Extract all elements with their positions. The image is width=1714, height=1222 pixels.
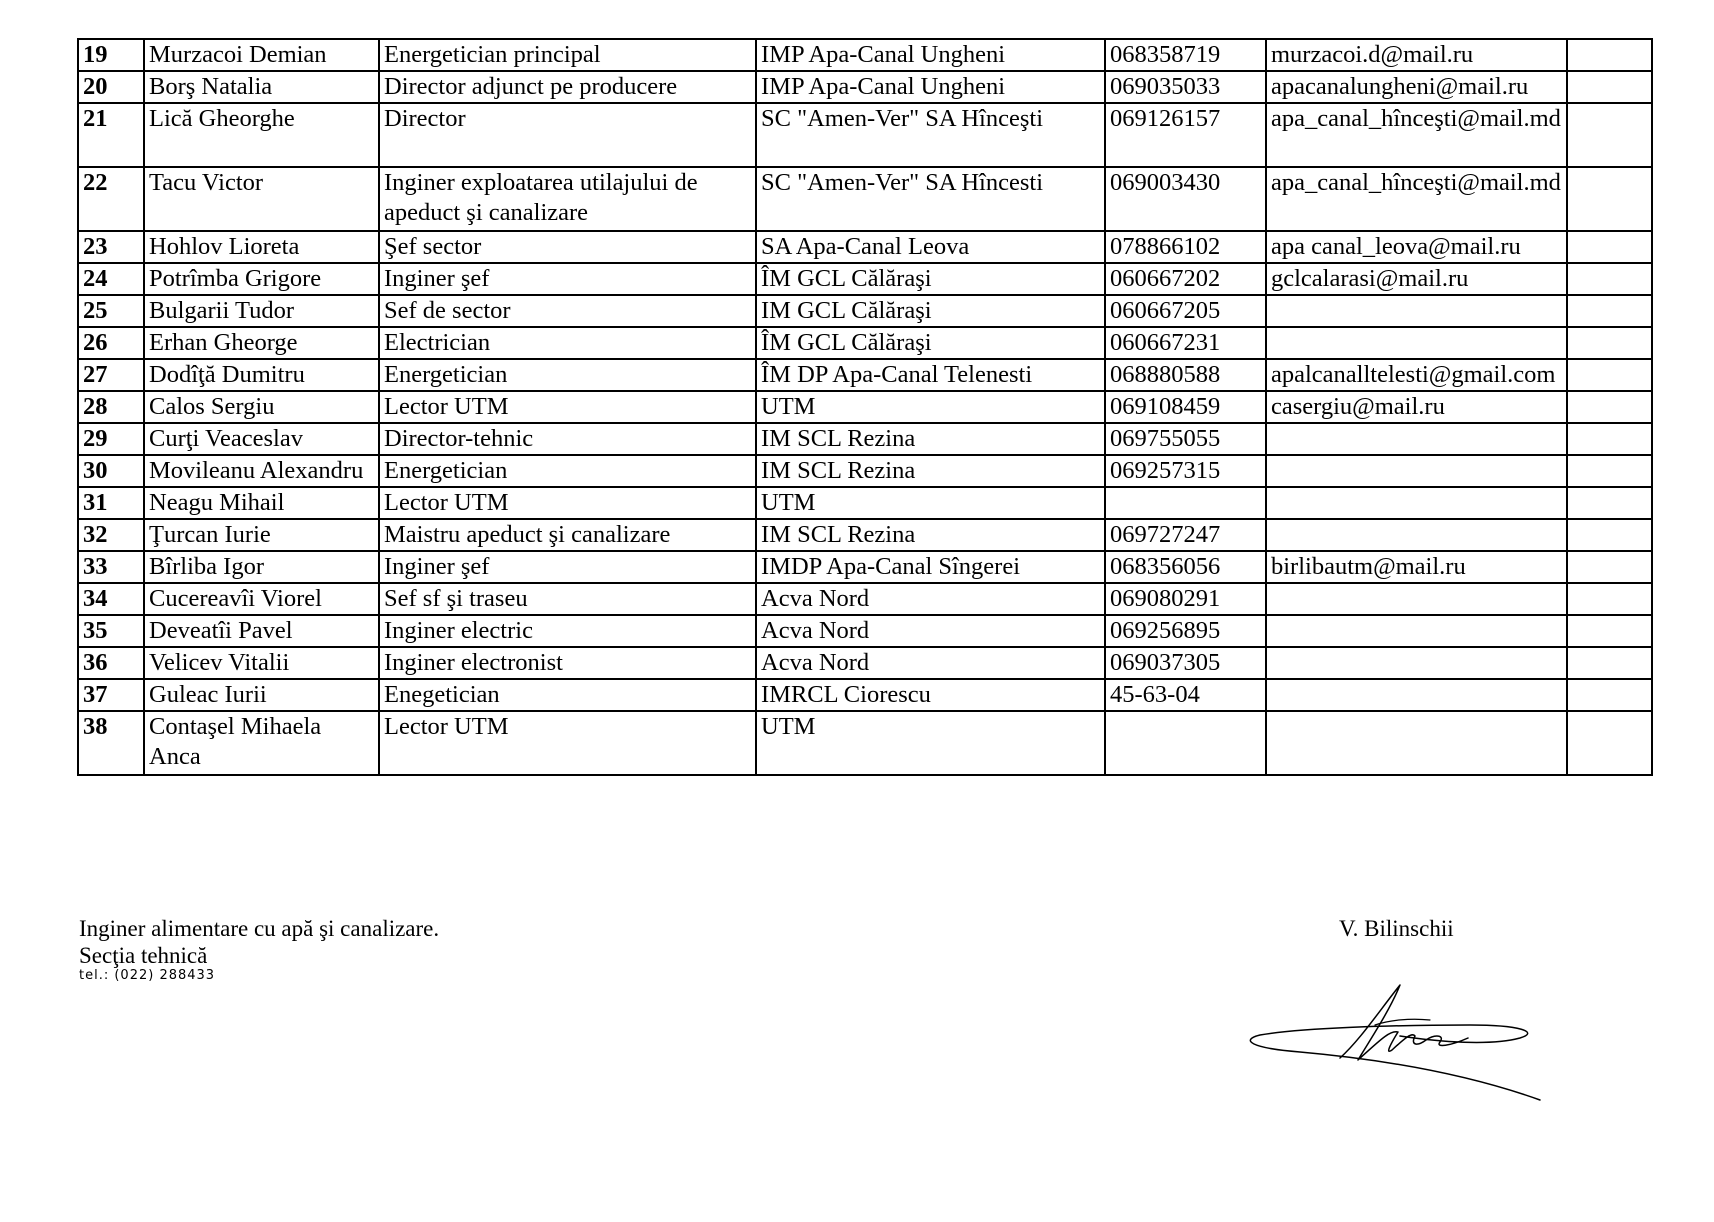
- organization: Acva Nord: [756, 615, 1105, 647]
- table-row: [78, 455, 1652, 487]
- row-number: 36: [78, 647, 144, 679]
- extra-cell: [1567, 231, 1652, 263]
- table-row: [78, 679, 1652, 711]
- email-address: casergiu@mail.ru: [1266, 391, 1567, 423]
- job-position: Sef sf şi traseu: [379, 583, 756, 615]
- row-number: 35: [78, 615, 144, 647]
- table-row: [78, 519, 1652, 551]
- row-number: 22: [78, 167, 144, 231]
- phone-number: 069755055: [1105, 423, 1266, 455]
- table-row: [78, 39, 1652, 71]
- organization: UTM: [756, 391, 1105, 423]
- email-address: [1266, 327, 1567, 359]
- phone-number: 069003430: [1105, 167, 1266, 231]
- full-name: Tacu Victor: [144, 167, 379, 231]
- full-name: Neagu Mihail: [144, 487, 379, 519]
- email-address: [1266, 423, 1567, 455]
- row-number: 23: [78, 231, 144, 263]
- job-position: Inginer exploatarea utilajului de apeduct şi canalizare: [379, 167, 756, 231]
- phone-number: 45-63-04: [1105, 679, 1266, 711]
- footer-author-block: [79, 915, 439, 983]
- organization: SC "Amen-Ver" SA Hînceşti: [756, 103, 1105, 167]
- full-name: Murzacoi Demian: [144, 39, 379, 71]
- extra-cell: [1567, 359, 1652, 391]
- table-row: [78, 583, 1652, 615]
- extra-cell: [1567, 551, 1652, 583]
- phone-number: [1105, 487, 1266, 519]
- phone-number: 069126157: [1105, 103, 1266, 167]
- job-position: Inginer şef: [379, 551, 756, 583]
- full-name: Bulgarii Tudor: [144, 295, 379, 327]
- full-name: Ţurcan Iurie: [144, 519, 379, 551]
- organization: ÎM GCL Călăraşi: [756, 263, 1105, 295]
- extra-cell: [1567, 327, 1652, 359]
- phone-number: 069080291: [1105, 583, 1266, 615]
- author-title: Inginer alimentare cu apă şi canalizare.: [79, 916, 440, 941]
- table-row: [78, 103, 1652, 167]
- table-row: [78, 423, 1652, 455]
- phone-number: 060667202: [1105, 263, 1266, 295]
- email-address: [1266, 487, 1567, 519]
- extra-cell: [1567, 39, 1652, 71]
- job-position: Director: [379, 103, 756, 167]
- table-row: [78, 487, 1652, 519]
- organization: IM SCL Rezina: [756, 423, 1105, 455]
- table-row: [78, 231, 1652, 263]
- full-name: Potrîmba Grigore: [144, 263, 379, 295]
- phone-number: 069035033: [1105, 71, 1266, 103]
- row-number: 32: [78, 519, 144, 551]
- extra-cell: [1567, 455, 1652, 487]
- organization: IMDP Apa-Canal Sîngerei: [756, 551, 1105, 583]
- table-row: [78, 263, 1652, 295]
- email-address: murzacoi.d@mail.ru: [1266, 39, 1567, 71]
- full-name: Velicev Vitalii: [144, 647, 379, 679]
- job-position: Lector UTM: [379, 391, 756, 423]
- organization: Acva Nord: [756, 647, 1105, 679]
- full-name: Movileanu Alexandru: [144, 455, 379, 487]
- extra-cell: [1567, 263, 1652, 295]
- phone-number: 069037305: [1105, 647, 1266, 679]
- extra-cell: [1567, 423, 1652, 455]
- email-address: birlibautm@mail.ru: [1266, 551, 1567, 583]
- full-name: Bîrliba Igor: [144, 551, 379, 583]
- email-address: [1266, 711, 1567, 775]
- email-address: [1266, 455, 1567, 487]
- row-number: 19: [78, 39, 144, 71]
- job-position: Lector UTM: [379, 711, 756, 775]
- full-name: Hohlov Lioreta: [144, 231, 379, 263]
- email-address: apa_canal_hînceşti@mail.md: [1266, 167, 1567, 231]
- participants-table: [77, 38, 1653, 776]
- extra-cell: [1567, 71, 1652, 103]
- job-position: Lector UTM: [379, 487, 756, 519]
- phone-number: 068358719: [1105, 39, 1266, 71]
- row-number: 29: [78, 423, 144, 455]
- extra-cell: [1567, 583, 1652, 615]
- organization: IMP Apa-Canal Ungheni: [756, 71, 1105, 103]
- row-number: 33: [78, 551, 144, 583]
- phone-number: 060667231: [1105, 327, 1266, 359]
- job-position: Director adjunct pe producere: [379, 71, 756, 103]
- row-number: 21: [78, 103, 144, 167]
- email-address: apalcanalltelesti@gmail.com: [1266, 359, 1567, 391]
- extra-cell: [1567, 615, 1652, 647]
- extra-cell: [1567, 391, 1652, 423]
- full-name: Borş Natalia: [144, 71, 379, 103]
- table-row: [78, 167, 1652, 231]
- table-body: [78, 39, 1652, 775]
- organization: SC "Amen-Ver" SA Hîncesti: [756, 167, 1105, 231]
- job-position: Inginer şef: [379, 263, 756, 295]
- extra-cell: [1567, 711, 1652, 775]
- phone-number: 068880588: [1105, 359, 1266, 391]
- email-address: apa_canal_hînceşti@mail.md: [1266, 103, 1567, 167]
- table-row: [78, 295, 1652, 327]
- organization: SA Apa-Canal Leova: [756, 231, 1105, 263]
- job-position: Enegetician: [379, 679, 756, 711]
- phone-number: [1105, 711, 1266, 775]
- row-number: 38: [78, 711, 144, 775]
- email-address: [1266, 519, 1567, 551]
- job-position: Energetician: [379, 455, 756, 487]
- row-number: 24: [78, 263, 144, 295]
- organization: IMP Apa-Canal Ungheni: [756, 39, 1105, 71]
- organization: IMRCL Ciorescu: [756, 679, 1105, 711]
- job-position: Sef de sector: [379, 295, 756, 327]
- author-phone: tel.: (022) 288433: [79, 968, 216, 983]
- job-position: Maistru apeduct şi canalizare: [379, 519, 756, 551]
- table-row: [78, 615, 1652, 647]
- email-address: [1266, 295, 1567, 327]
- organization: IM GCL Călăraşi: [756, 295, 1105, 327]
- table-row: [78, 327, 1652, 359]
- organization: IM SCL Rezina: [756, 455, 1105, 487]
- email-address: apa canal_leova@mail.ru: [1266, 231, 1567, 263]
- phone-number: 069108459: [1105, 391, 1266, 423]
- full-name: Dodîţă Dumitru: [144, 359, 379, 391]
- full-name: Guleac Iurii: [144, 679, 379, 711]
- table-row: [78, 71, 1652, 103]
- phone-number: 069256895: [1105, 615, 1266, 647]
- extra-cell: [1567, 647, 1652, 679]
- handwritten-signature: [1240, 980, 1580, 1110]
- full-name: Calos Sergiu: [144, 391, 379, 423]
- row-number: 28: [78, 391, 144, 423]
- table-row: [78, 359, 1652, 391]
- phone-number: 078866102: [1105, 231, 1266, 263]
- phone-number: 069257315: [1105, 455, 1266, 487]
- row-number: 37: [78, 679, 144, 711]
- phone-number: 060667205: [1105, 295, 1266, 327]
- row-number: 31: [78, 487, 144, 519]
- email-address: [1266, 647, 1567, 679]
- row-number: 34: [78, 583, 144, 615]
- organization: UTM: [756, 711, 1105, 775]
- extra-cell: [1567, 295, 1652, 327]
- full-name: Curţi Veaceslav: [144, 423, 379, 455]
- full-name: Deveatîi Pavel: [144, 615, 379, 647]
- job-position: Energetician: [379, 359, 756, 391]
- organization: IM SCL Rezina: [756, 519, 1105, 551]
- extra-cell: [1567, 167, 1652, 231]
- email-address: [1266, 583, 1567, 615]
- row-number: 25: [78, 295, 144, 327]
- author-section: Secţia tehnică: [79, 943, 208, 968]
- email-address: apacanalungheni@mail.ru: [1266, 71, 1567, 103]
- phone-number: 068356056: [1105, 551, 1266, 583]
- job-position: Director-tehnic: [379, 423, 756, 455]
- row-number: 27: [78, 359, 144, 391]
- organization: UTM: [756, 487, 1105, 519]
- job-position: Electrician: [379, 327, 756, 359]
- extra-cell: [1567, 679, 1652, 711]
- extra-cell: [1567, 103, 1652, 167]
- organization: Acva Nord: [756, 583, 1105, 615]
- table-row: [78, 551, 1652, 583]
- table-row: [78, 391, 1652, 423]
- email-address: [1266, 679, 1567, 711]
- extra-cell: [1567, 519, 1652, 551]
- job-position: Şef sector: [379, 231, 756, 263]
- job-position: Inginer electric: [379, 615, 756, 647]
- table-row: [78, 647, 1652, 679]
- row-number: 26: [78, 327, 144, 359]
- full-name: Cucereavîi Viorel: [144, 583, 379, 615]
- full-name: Erhan Gheorge: [144, 327, 379, 359]
- phone-number: 069727247: [1105, 519, 1266, 551]
- full-name: Contaşel Mihaela Anca: [144, 711, 379, 775]
- email-address: gclcalarasi@mail.ru: [1266, 263, 1567, 295]
- organization: ÎM DP Apa-Canal Telenesti: [756, 359, 1105, 391]
- job-position: Energetician principal: [379, 39, 756, 71]
- extra-cell: [1567, 487, 1652, 519]
- organization: ÎM GCL Călăraşi: [756, 327, 1105, 359]
- full-name: Lică Gheorghe: [144, 103, 379, 167]
- row-number: 20: [78, 71, 144, 103]
- job-position: Inginer electronist: [379, 647, 756, 679]
- email-address: [1266, 615, 1567, 647]
- signatory-name: V. Bilinschii: [1339, 916, 1454, 941]
- row-number: 30: [78, 455, 144, 487]
- table-row: [78, 711, 1652, 775]
